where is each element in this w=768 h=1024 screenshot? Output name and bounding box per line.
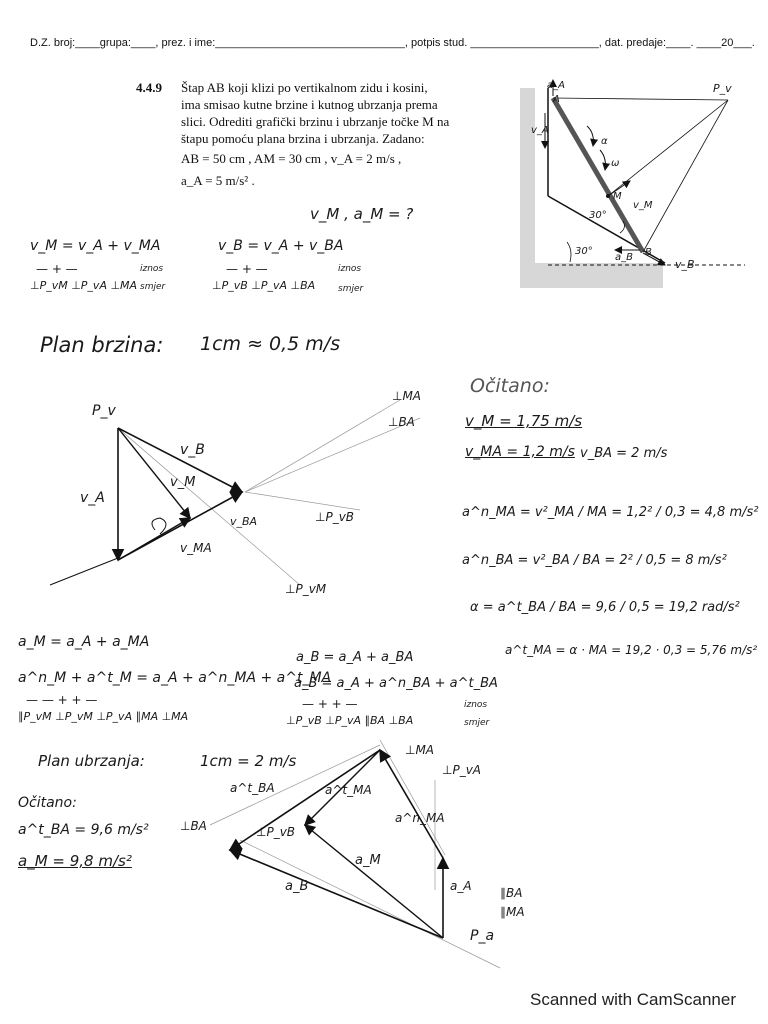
vm-read: v_M = 1,75 m/s xyxy=(465,412,583,430)
plan-ubrzanja-title: Plan ubrzanja: xyxy=(38,752,145,770)
acc-eq-2-marks: — — + + — xyxy=(26,693,98,707)
point-m xyxy=(606,194,610,198)
label-vMA: v_MA xyxy=(180,541,212,555)
label-perp-ba: ⊥BA xyxy=(180,819,207,833)
label-vB: v_B xyxy=(675,258,695,271)
label-perp-pvm: ⊥P_vM xyxy=(285,582,327,596)
ocitano2-title: Očitano: xyxy=(18,795,77,811)
label-perp-ma: ⊥MA xyxy=(392,389,422,403)
construction-line-base xyxy=(50,558,118,585)
label-vM: v_M xyxy=(633,200,653,211)
aB-vector xyxy=(230,850,443,938)
pv-line-a xyxy=(553,98,728,100)
alpha-eq: α = a^t_BA / BA = 9,6 / 0,5 = 19,2 rad/s² xyxy=(470,600,740,615)
vba-read: v_BA = 2 m/s xyxy=(580,446,668,461)
an-ma: a^n_MA = v²_MA / MA = 1,2² / 0,3 = 4,8 m/s² xyxy=(462,505,759,520)
label-vA: v_A xyxy=(80,490,105,506)
acc-eq-2-dirs: ∥P_vM ⊥P_vM ⊥P_vA ∥MA ⊥MA xyxy=(18,710,189,723)
acc-b-eq-2-dirs: ⊥P_vB ⊥P_vA ∥BA ⊥BA xyxy=(286,714,414,727)
question: v_M , a_M = ? xyxy=(310,205,414,223)
eq-v1-marks: — + — xyxy=(36,262,78,276)
label-at-ma: a^t_MA xyxy=(325,783,372,797)
acc-b-eq-1: a_B = a_A + a_BA xyxy=(296,650,414,665)
label-par-ma: ∥MA xyxy=(500,905,525,919)
eq-v1-dirs: ⊥P_vM ⊥P_vA ⊥MA xyxy=(30,279,138,292)
angle-arc-1 xyxy=(567,242,571,262)
omega-arc xyxy=(600,150,605,170)
pv-line-m xyxy=(608,100,728,196)
label-aA: a_A xyxy=(547,80,565,91)
scanner-watermark: Scanned with CamScanner xyxy=(529,990,736,1009)
an-ba: a^n_BA = v²_BA / BA = 2² / 0,5 = 8 m/s² xyxy=(462,553,727,568)
task-line-6: a_A = 5 m/s² . xyxy=(181,173,255,188)
vma-read: v_MA = 1,2 m/s xyxy=(465,444,575,460)
plan-ubrzanja-scale: 1cm = 2 m/s xyxy=(200,752,297,770)
construction-line-pvb xyxy=(245,492,360,510)
label-A: A xyxy=(553,94,560,105)
smjer-2: smjer xyxy=(338,284,364,294)
pv-line-b xyxy=(643,100,728,252)
mechanism-figure xyxy=(515,78,755,288)
eq-v2: v_B = v_A + v_BA xyxy=(218,238,344,254)
label-an-ma: a^n_MA xyxy=(395,811,445,825)
label-aB: a_B xyxy=(615,252,633,263)
construction-line-ba xyxy=(245,418,420,492)
label-omega: ω xyxy=(611,158,620,169)
eq-v2-dirs: ⊥P_vB ⊥P_vA ⊥BA xyxy=(212,279,316,292)
acceleration-plan xyxy=(180,730,540,975)
label-vB: v_B xyxy=(180,442,205,458)
iznos-3: iznos xyxy=(464,700,488,710)
task-line-3: slici. Odrediti grafički brzinu i ubrzanje točke M na xyxy=(181,114,450,129)
angle-arc-2 xyxy=(620,221,624,233)
label-perp-pvb: ⊥P_vB xyxy=(256,825,296,839)
angle-marker xyxy=(152,518,166,534)
construction-line-pvm xyxy=(118,428,300,585)
task-line-1: Štap AB koji klizi po vertikalnom zidu i kosini, xyxy=(181,80,428,95)
an-ma-vector xyxy=(380,750,443,858)
ocitano-title: Očitano: xyxy=(470,375,550,397)
label-perp-pva: ⊥P_vA xyxy=(442,763,481,777)
ground-shading xyxy=(520,88,663,288)
label-vM: v_M xyxy=(170,475,196,490)
eq-v1: v_M = v_A + v_MA xyxy=(30,238,161,254)
label-pv: P_v xyxy=(713,82,732,95)
label-perp-pvb: ⊥P_vB xyxy=(315,510,355,524)
label-alpha: α xyxy=(601,136,608,147)
alpha-arc xyxy=(587,126,593,146)
label-pv: P_v xyxy=(92,403,116,419)
smjer-1: smjer xyxy=(140,282,166,292)
eq-v2-marks: — + — xyxy=(226,262,268,276)
velocity-plan xyxy=(30,380,430,620)
aM-vector xyxy=(305,825,443,938)
task-line-2: ima smisao kutne brzine i kutnog ubrzanja prema xyxy=(181,97,438,112)
label-par-ba: ∥BA xyxy=(500,886,523,900)
iznos-1: iznos xyxy=(140,264,164,274)
iznos-2: iznos xyxy=(338,264,362,274)
am-read: a_M = 9,8 m/s² xyxy=(18,852,132,870)
label-angle1: 30° xyxy=(589,210,607,221)
acc-b-eq-2-marks: — + + — xyxy=(302,697,358,711)
plan-brzina-scale: 1cm ≈ 0,5 m/s xyxy=(200,333,341,355)
label-perp-ma: ⊥MA xyxy=(405,743,435,757)
smjer-3: smjer xyxy=(464,718,490,728)
task-line-5: AB = 50 cm , AM = 30 cm , v_A = 2 m/s , xyxy=(181,151,402,166)
plan-brzina-title: Plan brzina: xyxy=(40,333,164,357)
label-M: M xyxy=(613,191,622,202)
acc-eq-1: a_M = a_A + a_MA xyxy=(18,634,150,650)
rod-ab xyxy=(553,98,643,252)
at-ba-read: a^t_BA = 9,6 m/s² xyxy=(18,822,149,838)
at-ba-vector xyxy=(230,750,380,850)
header-line: D.Z. broj:____grupa:____, prez. i ime:_______________________________, potpis stud. _____________________, dat. predaje:____. ____20___. xyxy=(30,37,755,49)
task-number: 4.4.9 xyxy=(136,80,162,95)
construction-line-ma xyxy=(245,400,400,492)
label-pa: P_a xyxy=(470,928,495,944)
label-at-ba: a^t_BA xyxy=(230,781,275,795)
at-ma: a^t_MA = α · MA = 19,2 · 0,3 = 5,76 m/s² xyxy=(505,643,758,657)
label-aB: a_B xyxy=(285,879,309,894)
acc-b-eq-2: a_B = a_A + a^n_BA + a^t_BA xyxy=(294,676,498,691)
task-line-4: štapu pomoću plana brzina i ubrzanja. Zadano: xyxy=(181,131,425,146)
label-angle2: 30° xyxy=(575,246,593,257)
label-perp-ba: ⊥BA xyxy=(388,415,415,429)
label-vBA: v_BA xyxy=(230,515,258,528)
acc-eq-2: a^n_M + a^t_M = a_A + a^n_MA + a^t_MA xyxy=(18,670,332,686)
label-vA: v_A xyxy=(531,125,549,136)
label-aM: a_M xyxy=(355,853,381,868)
label-B: B xyxy=(645,247,652,258)
label-aA: a_A xyxy=(450,879,472,893)
